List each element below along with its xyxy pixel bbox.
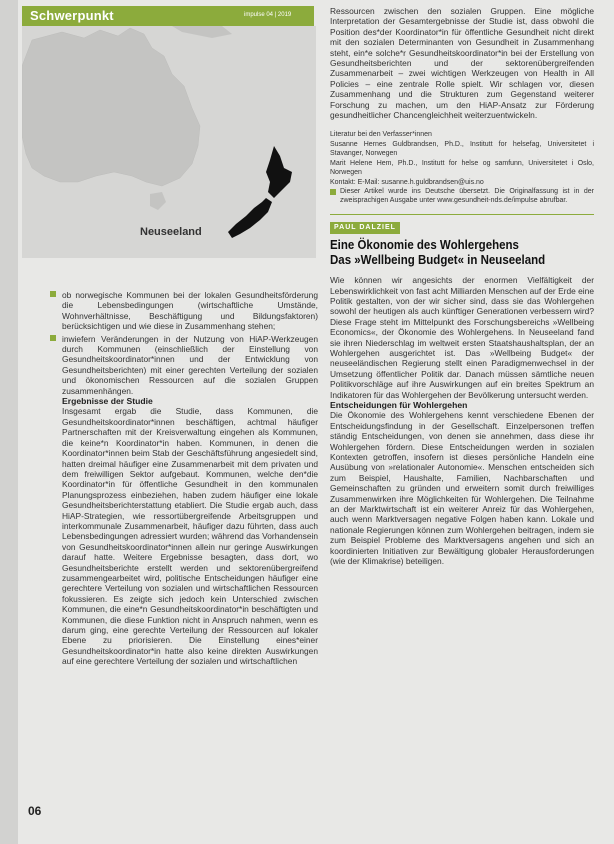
map-figure [22, 26, 316, 258]
bullet-square-icon [50, 335, 56, 341]
headline-line-1: Eine Ökonomie des Wohlergehens [330, 238, 519, 253]
author-tag: PAUL DALZIEL [330, 222, 400, 234]
section-title: Schwerpunkt [30, 8, 114, 23]
right-column [330, 6, 594, 567]
note-square-icon [330, 189, 336, 195]
page-binding-edge [0, 0, 18, 844]
references-block [330, 130, 594, 205]
page-number: 06 [28, 804, 42, 818]
oceania-map-graphic [22, 26, 316, 258]
author-2: Marit Helene Hem, Ph.D., Institutt for helse og samfunn, Universitetet i Oslo, Norwegen [330, 159, 594, 177]
section-paragraph: Die Ökonomie des Wohlergehens kennt verschiedene Ebenen der Entscheidungsfindung in der Gesellschaft. Einzelpersonen treffen ständig Entscheidungen, von denen sie annehmen, dass diese ihr Wohlergehen fördern. Diese Entscheidungen werden in sozialen Kontexten getroffen, insofern ist dieses persönliche Handeln eine Ausübung von »relationaler Autonomie«. Menschen entscheiden sich zum Beispiel, Haushalte, Familien, Nachbarschaften und Gemeinschaften zu gründen und erweitern somit durch freiwilliges Zusammenwirken ihre Möglichkeiten für Wohlergehen. Die Teilnahme an der Marktwirtschaft ist ein weiterer Anreiz für das Wohlergehen, auch wenn Marktversagen negative Folgen haben kann. Lokale und nationale Regierungen können zum Wohlergehen beitragen, indem sie zum Beispiel Probleme des Marktversagens angehen und sich an koordinierten Initiativen zur Bewältigung globaler Herausforderungen (wie der Klimakrise) beteiligen. [330, 410, 594, 567]
article-headline [330, 238, 573, 267]
divider-line [330, 214, 594, 215]
literature-note: Literatur bei den Verfasser*innen [330, 131, 432, 139]
map-label-neuseeland: Neuseeland [140, 226, 202, 238]
section-heading: Entscheidungen für Wohlergehen [330, 400, 468, 410]
continuation-paragraph: Ressourcen zwischen den sozialen Gruppen. Eine mögliche Interpretation der Gesamtergebnisse der Studie ist, dass obwohl die Position des*der Koordinator*in für öffentliche Gesundheit nicht direkt mit den sozialen Determinanten von Gesundheit in Zusammenhang steht, ein*e solche*r Gesundheitskoordinator*in bei der Erstellung von Gesundheitsberichten und der sektorenübergreifenden Zusammenarbeit – zwei wichtigen Werkzeugen von Health in All Policies – eine zentrale Rolle spielt. Wir schlagen vor, diesen Zusammenhang und die Strukturen zum Gegenstand weiterer Forschung zu machen, um den HiAP-Ansatz zur Förderung gesundheitlicher Chancengleichheit weiterzuentwickeln. [330, 6, 594, 121]
bullet-item-1: ob norwegische Kommunen bei der lokalen Gesundheitsförderung die Lebensbedingungen (wirtschaftliche Umstände, Wohnverhältnisse, Beschäftigung und Bildungsfaktoren) berücksichtigen und wie diese in Zusammenhang stehen; [62, 290, 318, 332]
translation-note: Dieser Artikel wurde ins Deutsche übersetzt. Die Originalfassung ist in der zweisprachigen Ausgabe unter www.gesundheit-nds.de/impulse abrufbar. [330, 187, 594, 206]
issue-label: impulse 04 | 2019 [244, 12, 292, 18]
headline-line-2: Das »Wellbeing Budget« in Neuseeland [330, 252, 546, 267]
left-column [62, 290, 318, 667]
section-header-band [22, 6, 314, 26]
contact-line: Kontakt: E-Mail: susanne.h.guldbrandsen@uis.no [330, 178, 484, 186]
results-paragraph: Insgesamt ergab die Studie, dass Kommunen, die Gesundheitskoordinator*innen beschäftigen, achtmal häufiger Partnerschaften mit der Kreisverwaltung eingehen als Kommunen, die keine*n Koordinator*in haben. Kommunen, in denen die Koordinator*innen beim Stab der Geschäftsführung angesiedelt sind, hatten dreimal häufiger eine Zusammenarbeit mit dem privaten und dem freiwilligen Sektor aufgebaut. Kommunen, welche den*die Koordinator*in für öffentliche Gesundheit in den kommunalen Planungsprozess einbeziehen, haben zudem häufiger eine lokale Gesundheitsberichterstattung etabliert. Die Studie ergab auch, dass HiAP-Strategien, wie ressortübergreifende Arbeitsgruppen und interkommunale Zusammenarbeit, häufiger dazu führten, dass auch Lebensbedingungen adressiert wurden; während das Vorhandensein von Gesundheitskoordinator*innen allein nur geringe Auswirkungen darauf hatte. Weitere Ergebnisse besagten, dass dort, wo Gesundheitsberichte erstellt werden und sektorenübergreifend zusammengearbeitet wird, politische Entscheidungen häufiger eine gerechtere Verteilung von sozialen und wirtschaftlichen Ressourcen fokussieren. Es zeigte sich jedoch kein Unterschied zwischen Kommunen, die eine*n Gesundheitskoordinator*in beschäftigten und Kommunen, die diese Funktion nicht in Anspruch nahmen, wenn es darum ging, eine gerechte Verteilung der Ressourcen auf lokaler Ebene zu priorisieren. Die Einstellung eines*einer Gesundheitskoordinator*in hatte also keine direkten Auswirkungen auf eine gerechtere Verteilung der sozialen und wirtschaftlichen [62, 406, 318, 667]
bullet-square-icon [50, 291, 56, 297]
bullet-item-2: inwiefern Veränderungen in der Nutzung von HiAP-Werkzeugen durch Kommunen (einschließlich der Einstellung von Gesundheitskoordinator*innen und der Entwicklung von Gesundheitsberichten) mit einer gerechten Verteilung der sozialen und ökonomischen Ressourcen auf die sozialen Gruppen zusammenhängen. [62, 334, 318, 396]
results-heading: Ergebnisse der Studie [62, 396, 153, 407]
author-1: Susanne Hernes Guldbrandsen, Ph.D., Institutt for helsefag, Universitetet i Stavanger, Norwegen [330, 140, 594, 158]
intro-paragraph: Wie können wir angesichts der enormen Vielfältigkeit der Lebenswirklichkeit von fast acht Milliarden Menschen auf der Erde eine Politik gestalten, von der wir sicher sind, dass sie das Wohlergehen sowohl der heutigen als auch künftiger Generationen verbessern wird? Diese Frage steht im Mittelpunkt des Forschungsbereichs »Wellbeing Economics«, der Ökonomie des Wohlergehens. In Neuseeland fand sie ihren Niederschlag im weltweit ersten Staatshaushaltsplan, der an Wohlergehen ausgerichtet ist. Das »Wellbeing Budget« der neuseeländischen Regierung stellt einen Paradigmenwechsel in der Umsetzung öffentlicher Politik dar. Danach müssen sämtliche neuen Politikvorschläge auf ihre Auswirkungen auf ein breites Spektrum an Indikatoren für das Wohlergehen der Bevölkerung untersucht werden. [330, 275, 594, 400]
